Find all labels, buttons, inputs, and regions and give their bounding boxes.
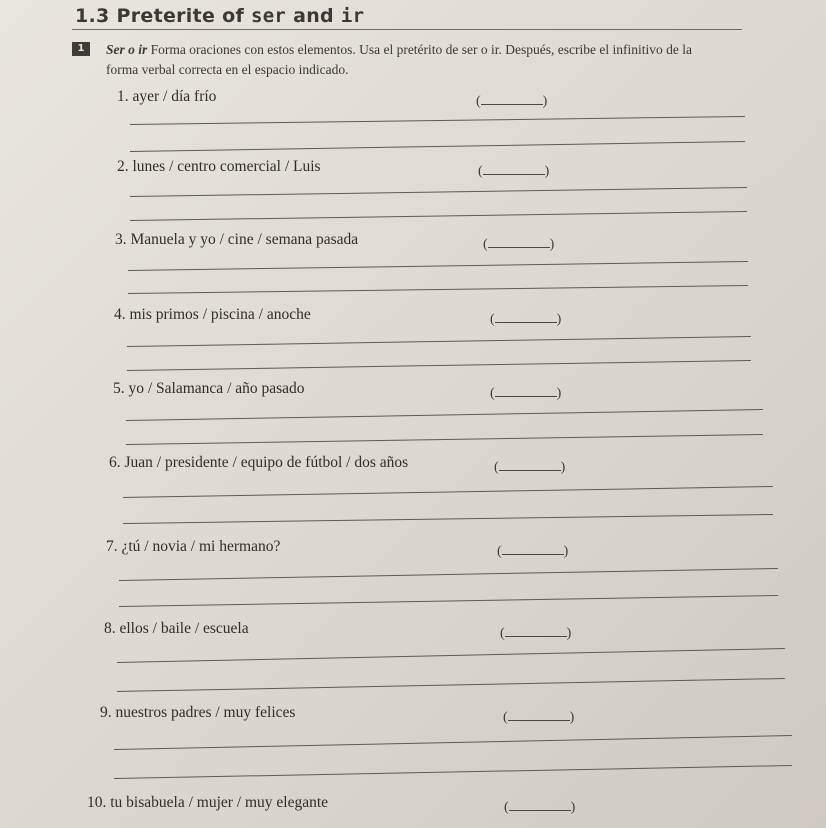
title-and: and <box>293 5 334 27</box>
answer-line[interactable] <box>130 187 747 197</box>
infinitive-blank[interactable] <box>504 796 575 816</box>
blank-close-paren: ) <box>560 460 566 475</box>
title-ser: ser <box>250 5 287 27</box>
infinitive-blank[interactable] <box>500 622 571 642</box>
activity-number-badge: 1 <box>72 42 90 56</box>
blank-close-paren: ) <box>569 710 575 725</box>
answer-line[interactable] <box>117 678 785 692</box>
exercise-item-label: 1. ayer / día frío <box>117 88 217 105</box>
blank-open-paren: ( <box>504 800 509 815</box>
exercise-item-label: 10. tu bisabuela / mujer / muy elegante <box>87 794 329 811</box>
blank-fill-line[interactable] <box>483 160 545 175</box>
answer-line[interactable] <box>117 648 785 663</box>
answer-line[interactable] <box>128 285 748 294</box>
infinitive-blank[interactable] <box>494 456 565 476</box>
blank-open-paren: ( <box>494 460 499 475</box>
blank-fill-line[interactable] <box>499 456 561 471</box>
activity-instructions <box>106 40 706 80</box>
exercise-item-label: 6. Juan / presidente / equipo de fútbol / dos años <box>109 454 409 471</box>
blank-close-paren: ) <box>542 94 548 109</box>
blank-open-paren: ( <box>497 544 502 559</box>
infinitive-blank[interactable] <box>490 308 561 328</box>
blank-fill-line[interactable] <box>505 622 567 637</box>
blank-open-paren: ( <box>476 94 481 109</box>
exercise-item-label: 8. ellos / baile / escuela <box>104 620 249 637</box>
section-title <box>75 5 364 27</box>
blank-fill-line[interactable] <box>509 796 571 811</box>
answer-line[interactable] <box>130 211 747 221</box>
exercise-item-label: 5. yo / Salamanca / año pasado <box>113 380 305 397</box>
blank-close-paren: ) <box>570 800 576 815</box>
answer-line[interactable] <box>123 514 773 524</box>
blank-open-paren: ( <box>503 710 508 725</box>
infinitive-blank[interactable] <box>490 382 561 402</box>
infinitive-blank[interactable] <box>503 706 574 726</box>
answer-line[interactable] <box>123 486 773 498</box>
title-prefix: Preterite of <box>116 5 245 27</box>
answer-line[interactable] <box>128 261 748 271</box>
infinitive-blank[interactable] <box>483 233 554 253</box>
section-number: 1.3 <box>75 5 110 27</box>
infinitive-blank[interactable] <box>476 90 547 110</box>
blank-close-paren: ) <box>563 544 569 559</box>
answer-line[interactable] <box>130 141 745 152</box>
blank-close-paren: ) <box>556 386 562 401</box>
blank-fill-line[interactable] <box>502 540 564 555</box>
blank-fill-line[interactable] <box>488 233 550 248</box>
infinitive-blank[interactable] <box>478 160 549 180</box>
infinitive-blank[interactable] <box>497 540 568 560</box>
title-ir: ir <box>340 5 365 27</box>
answer-line[interactable] <box>126 409 763 421</box>
answer-line[interactable] <box>127 336 751 347</box>
answer-line[interactable] <box>127 360 751 371</box>
answer-line[interactable] <box>119 568 778 581</box>
activity-lead: Ser o ir <box>106 42 148 57</box>
answer-line[interactable] <box>119 595 778 607</box>
blank-open-paren: ( <box>490 386 495 401</box>
blank-fill-line[interactable] <box>495 308 557 323</box>
exercise-item-label: 3. Manuela y yo / cine / semana pasada <box>115 231 359 248</box>
blank-close-paren: ) <box>556 312 562 327</box>
blank-close-paren: ) <box>544 164 550 179</box>
title-divider <box>72 29 742 30</box>
exercise-item-label: 9. nuestros padres / muy felices <box>100 704 296 721</box>
blank-open-paren: ( <box>500 626 505 641</box>
exercise-item-label: 2. lunes / centro comercial / Luis <box>117 158 321 175</box>
blank-fill-line[interactable] <box>481 90 543 105</box>
blank-open-paren: ( <box>490 312 495 327</box>
answer-line[interactable] <box>114 765 792 779</box>
exercise-item-label: 7. ¿tú / novia / mi hermano? <box>106 538 281 555</box>
blank-close-paren: ) <box>566 626 572 641</box>
blank-fill-line[interactable] <box>508 706 570 721</box>
blank-open-paren: ( <box>478 164 483 179</box>
answer-line[interactable] <box>130 116 745 125</box>
answer-line[interactable] <box>114 735 792 750</box>
answer-line[interactable] <box>126 434 763 445</box>
blank-close-paren: ) <box>549 237 555 252</box>
blank-fill-line[interactable] <box>495 382 557 397</box>
blank-open-paren: ( <box>483 237 488 252</box>
exercise-item-label: 4. mis primos / piscina / anoche <box>114 306 311 323</box>
activity-instructions-text: Forma oraciones con estos elementos. Usa el pretérito de ser o ir. Después, escribe el infinitivo de la forma verbal correcta en el espacio indicado. <box>106 42 692 77</box>
